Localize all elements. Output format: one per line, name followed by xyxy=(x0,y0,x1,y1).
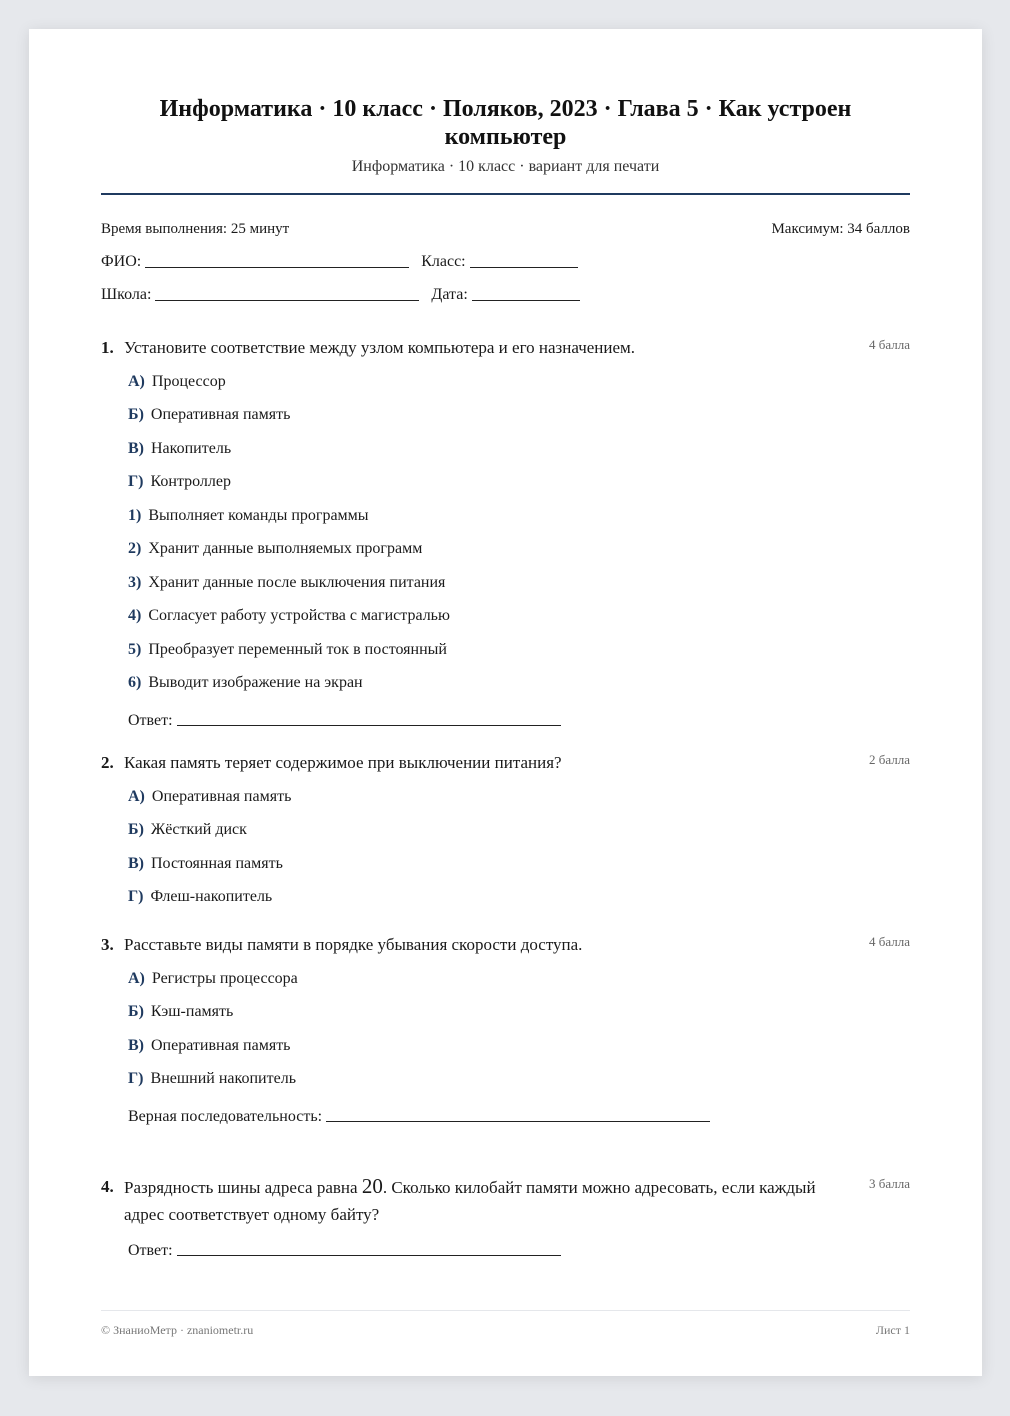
student-fields-row-1 xyxy=(101,253,590,271)
footer-page-number: Лист 1 xyxy=(875,1323,910,1337)
student-fields-row-2 xyxy=(101,286,592,304)
question-number: 4. xyxy=(101,1177,114,1196)
options-list xyxy=(128,962,910,1096)
option-item xyxy=(128,600,910,634)
option-text: Оперативная память xyxy=(150,406,291,424)
answer-blank[interactable] xyxy=(177,1255,561,1256)
question-text-end: . Сколько килобайт памяти можно адресовать, если каждый адрес соответствует одному байту? xyxy=(124,1178,816,1224)
time-limit: Время выполнения: 25 минут xyxy=(101,221,290,237)
option-text: Внешний накопитель xyxy=(150,1070,296,1088)
option-label: Г) xyxy=(128,473,144,491)
option-label: Б) xyxy=(128,406,144,424)
answer-blank[interactable] xyxy=(177,725,561,726)
option-item xyxy=(128,962,910,996)
option-item xyxy=(128,881,910,915)
option-label: Б) xyxy=(128,821,144,839)
option-item xyxy=(128,432,910,466)
class-label: Класс: xyxy=(421,253,466,270)
question-3-head xyxy=(101,931,910,958)
fio-label: ФИО: xyxy=(101,253,142,270)
option-item xyxy=(128,633,910,667)
option-label: Г) xyxy=(128,888,144,906)
option-item xyxy=(128,533,910,567)
option-label: А) xyxy=(128,969,145,987)
question-text-start: Разрядность шины адреса равна xyxy=(124,1178,358,1197)
option-item xyxy=(128,566,910,600)
option-label: 5) xyxy=(128,640,142,658)
option-text: Выводит изображение на экран xyxy=(148,674,363,692)
option-text: Согласует работу устройства с магистралью xyxy=(148,607,450,625)
question-number-value: 20 xyxy=(361,1174,383,1198)
question-number: 2. xyxy=(101,753,114,772)
option-item xyxy=(128,399,910,433)
page-title: Информатика · 10 класс · Поляков, 2023 · Глава 5 · Как устроен компьютер xyxy=(159,96,852,150)
option-label: Г) xyxy=(128,1070,144,1088)
question-points: 3 балла xyxy=(869,1176,910,1191)
option-item xyxy=(128,814,910,848)
answer-row xyxy=(128,1096,910,1126)
header-divider xyxy=(101,193,910,195)
option-label: Б) xyxy=(128,1003,144,1021)
option-label: В) xyxy=(128,439,144,457)
option-text: Хранит данные после выключения питания xyxy=(148,573,446,591)
option-item xyxy=(128,780,910,814)
question-text: Установите соответствие между узлом компьютера и его назначением. xyxy=(124,338,636,357)
option-text: Преобразует переменный ток в постоянный xyxy=(148,640,447,658)
option-text: Постоянная память xyxy=(151,854,283,872)
page-content xyxy=(101,29,910,1376)
option-item xyxy=(128,466,910,500)
answer-row xyxy=(128,700,910,730)
question-2-head xyxy=(101,749,910,776)
max-score: Максимум: 34 баллов xyxy=(771,221,910,237)
option-label: В) xyxy=(128,1036,144,1054)
option-label: 2) xyxy=(128,540,142,558)
option-text: Оперативная память xyxy=(151,787,292,805)
answer-row xyxy=(128,1230,910,1260)
option-item xyxy=(128,996,910,1030)
option-label: 1) xyxy=(128,506,142,524)
option-item xyxy=(128,667,910,701)
question-1-head xyxy=(101,334,910,361)
question-points: 4 балла xyxy=(869,934,910,949)
option-label: 4) xyxy=(128,607,142,625)
footer-copyright: © ЗнаниоМетр · znaniometr.ru xyxy=(101,1323,254,1337)
options-list xyxy=(128,365,910,700)
question-number: 3. xyxy=(101,935,114,954)
worksheet-page xyxy=(29,29,982,1376)
question-2 xyxy=(101,749,910,914)
option-text: Оперативная память xyxy=(151,1036,291,1054)
option-item xyxy=(128,1063,910,1097)
question-text xyxy=(124,1173,910,1228)
option-item xyxy=(128,1029,910,1063)
option-text: Контроллер xyxy=(150,473,231,491)
option-item xyxy=(128,847,910,881)
option-label: 3) xyxy=(128,573,142,591)
option-text: Флеш-накопитель xyxy=(150,888,273,906)
option-text: Выполняет команды программы xyxy=(148,506,369,524)
question-1 xyxy=(101,334,910,730)
answer-blank[interactable] xyxy=(326,1121,710,1122)
option-text: Хранит данные выполняемых программ xyxy=(148,540,423,558)
date-blank[interactable] xyxy=(472,299,580,301)
option-label: 6) xyxy=(128,674,142,692)
option-text: Кэш-память xyxy=(150,1003,234,1021)
school-label: Школа: xyxy=(101,286,152,303)
option-item xyxy=(128,365,910,399)
option-label: А) xyxy=(128,372,145,390)
page-subtitle: Информатика · 10 класс · вариант для печати xyxy=(351,158,660,175)
question-number: 1. xyxy=(101,338,114,357)
question-4-head xyxy=(101,1173,910,1228)
question-points: 2 балла xyxy=(869,752,910,767)
answer-label: Верная последовательность: xyxy=(128,1108,323,1125)
question-text: Расставьте виды памяти в порядке убывания скорости доступа. xyxy=(124,935,583,954)
date-label: Дата: xyxy=(431,286,468,303)
option-label: В) xyxy=(128,854,144,872)
option-text: Процессор xyxy=(151,372,226,390)
option-label: А) xyxy=(128,787,145,805)
answer-label: Ответ: xyxy=(128,712,173,729)
option-item xyxy=(128,499,910,533)
question-points: 4 балла xyxy=(869,337,910,352)
option-text: Накопитель xyxy=(151,439,232,457)
question-text: Какая память теряет содержимое при выключении питания? xyxy=(124,753,562,772)
options-list xyxy=(128,780,910,914)
answer-label: Ответ: xyxy=(128,1242,173,1259)
question-4 xyxy=(101,1173,910,1260)
footer-divider xyxy=(101,1310,910,1311)
school-blank[interactable] xyxy=(155,299,419,301)
option-text: Жёсткий диск xyxy=(150,821,247,839)
option-text: Регистры процессора xyxy=(151,969,298,987)
fio-blank[interactable] xyxy=(145,266,409,268)
class-blank[interactable] xyxy=(470,266,578,268)
question-3 xyxy=(101,931,910,1126)
